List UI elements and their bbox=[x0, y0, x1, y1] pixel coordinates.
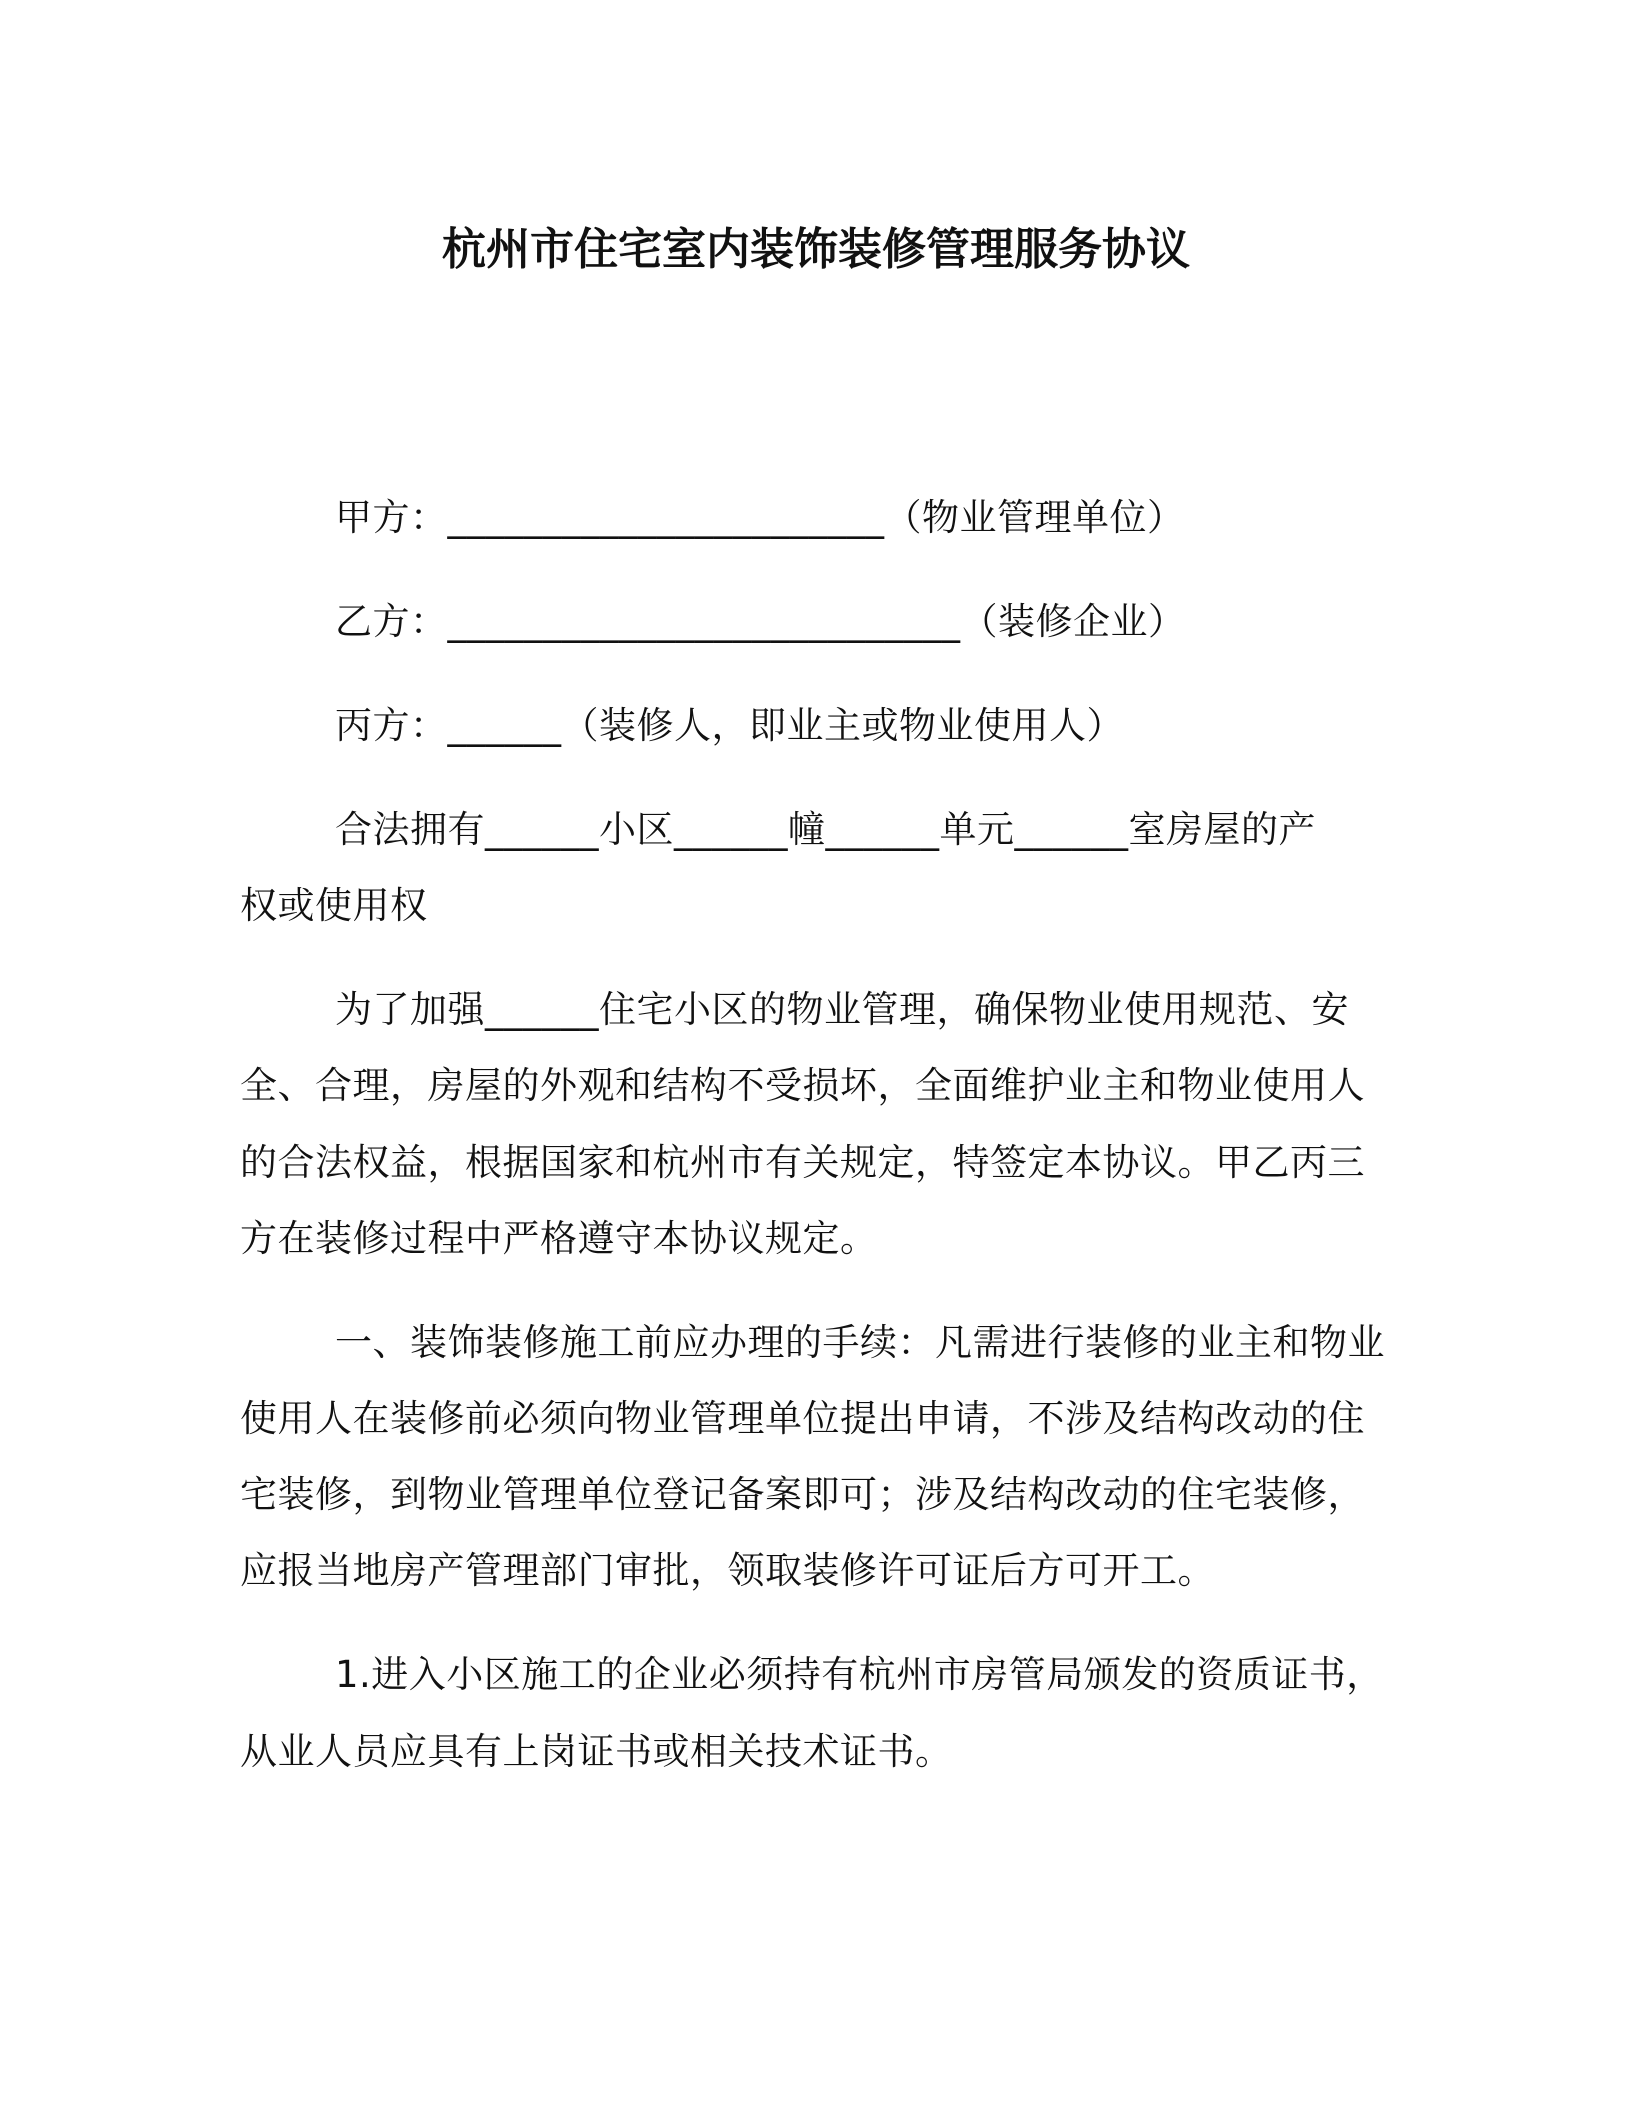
paragraph-line: 权或使用权 bbox=[240, 884, 428, 927]
paragraph-line: 宅装修，到物业管理单位登记备案即可；涉及结构改动的住宅装修， bbox=[240, 1473, 1365, 1516]
paragraph-line: 从业人员应具有上岗证书或相关技术证书。 bbox=[240, 1730, 953, 1773]
paragraph-line: 应报当地房产管理部门审批，领取装修许可证后方可开工。 bbox=[240, 1549, 1215, 1592]
party-a-line: 甲方：_______________________（物业管理单位） bbox=[335, 496, 1185, 539]
paragraph-line: 使用人在装修前必须向物业管理单位提出申请，不涉及结构改动的住 bbox=[240, 1397, 1365, 1440]
paragraph-line: 方在装修过程中严格遵守本协议规定。 bbox=[240, 1217, 878, 1260]
paragraph-line: 全、合理，房屋的外观和结构不受损坏，全面维护业主和物业使用人 bbox=[240, 1064, 1365, 1107]
paragraph-line: 的合法权益，根据国家和杭州市有关规定，特签定本协议。甲乙丙三 bbox=[240, 1141, 1365, 1184]
party-c-line: 丙方：______（装修人，即业主或物业使用人） bbox=[335, 704, 1124, 747]
party-b-line: 乙方：___________________________（装修企业） bbox=[335, 600, 1186, 643]
paragraph-line: 一、装饰装修施工前应办理的手续：凡需进行装修的业主和物业 bbox=[335, 1321, 1385, 1364]
paragraph-line: 合法拥有______小区______幢______单元______室房屋的产 bbox=[335, 808, 1316, 851]
paragraph-line: 1.进入小区施工的企业必须持有杭州市房管局颁发的资质证书， bbox=[335, 1653, 1384, 1696]
document-title: 杭州市住宅室内装饰装修管理服务协议 bbox=[442, 224, 1190, 275]
paragraph-line: 为了加强______住宅小区的物业管理，确保物业使用规范、安 bbox=[335, 988, 1349, 1031]
